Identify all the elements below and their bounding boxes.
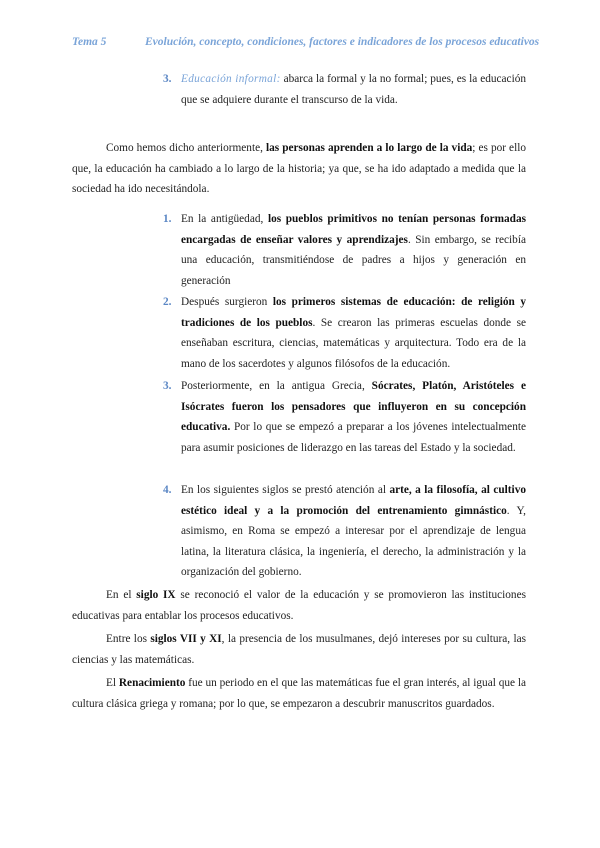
list-item-1-number: 1. xyxy=(163,213,172,225)
list-item-4-number: 4. xyxy=(163,484,172,496)
list-item-3-number: 3. xyxy=(163,380,172,392)
list-item-2-number: 2. xyxy=(163,296,172,308)
intro-highlight: las personas aprenden a lo largo de la vida xyxy=(266,142,473,154)
item3-text: abarca la formal y la no formal; pues, es la educación que se adquiere durante el transcurso de la vida. xyxy=(181,73,527,106)
item3-paragraph xyxy=(181,69,526,110)
list-item-4: En los siguientes siglos se prestó atención al arte, a la filosofía, al cultivo estético ideal y a la promoción del entrenamiento gimnástico. Y, asimismo, en Roma se empezó a interesar por el aprendizaje de lengua latina, la literatura clásica, la ingeniería, el derecho, la administración y la organización del gobierno. xyxy=(181,484,526,578)
header-title: Evolución, concepto, condiciones, factores e indicadores de los procesos educativos xyxy=(145,36,540,48)
list-item-1: En la antigüedad, los pueblos primitivos no tenían personas formadas encargadas de enseñar valores y aprendizajes. Sin embargo, se recibía una educación, transmitiéndose de padres a hijos y generación en generación xyxy=(181,213,526,287)
list-item-3: Posteriormente, en la antigua Grecia, Sócrates, Platón, Aristóteles e Isócrates fueron los pensadores que influyeron en su concepción educativa. Por lo que se empezó a preparar a los jóvenes intelectualmente para asumir posiciones de liderazgo en las tareas del Estado y la sociedad. xyxy=(181,380,526,454)
paragraph-siglo-ix: En el siglo IX se reconoció el valor de la educación y se promovieron las instituciones educativas para entablar los procesos educativos. xyxy=(72,589,526,622)
intro-paragraph: Como hemos dicho anteriormente, las personas aprenden a lo largo de la vida; es por ello que, la educación ha cambiado a lo largo de la historia; ya que, se ha ido adaptado a medida que la sociedad ha ido necesitándola. xyxy=(72,142,526,195)
item3-term: Educación informal: xyxy=(181,73,281,85)
list-item-2: Después surgieron los primeros sistemas de educación: de religión y tradiciones de los pueblos. Se crearon las primeras escuelas donde se enseñaban escritura, ciencias, matemáticas y arquitectura. Todo era de la mano de los sacerdotes y algunos filósofos de la educación. xyxy=(181,296,526,370)
page-header xyxy=(72,36,542,56)
header-topic: Tema 5 xyxy=(72,36,107,48)
paragraph-siglos-vii-xi: Entre los siglos VII y XI, la presencia de los musulmanes, dejó intereses por su cultura, las ciencias y las matemáticas. xyxy=(72,633,526,666)
paragraph-renacimiento: El Renacimiento fue un periodo en el que las matemáticas fue el gran interés, al igual que la cultura clásica griega y romana; por lo que, se empezaron a descubrir manuscritos guardados. xyxy=(72,677,526,710)
item3-number: 3. xyxy=(163,73,172,85)
